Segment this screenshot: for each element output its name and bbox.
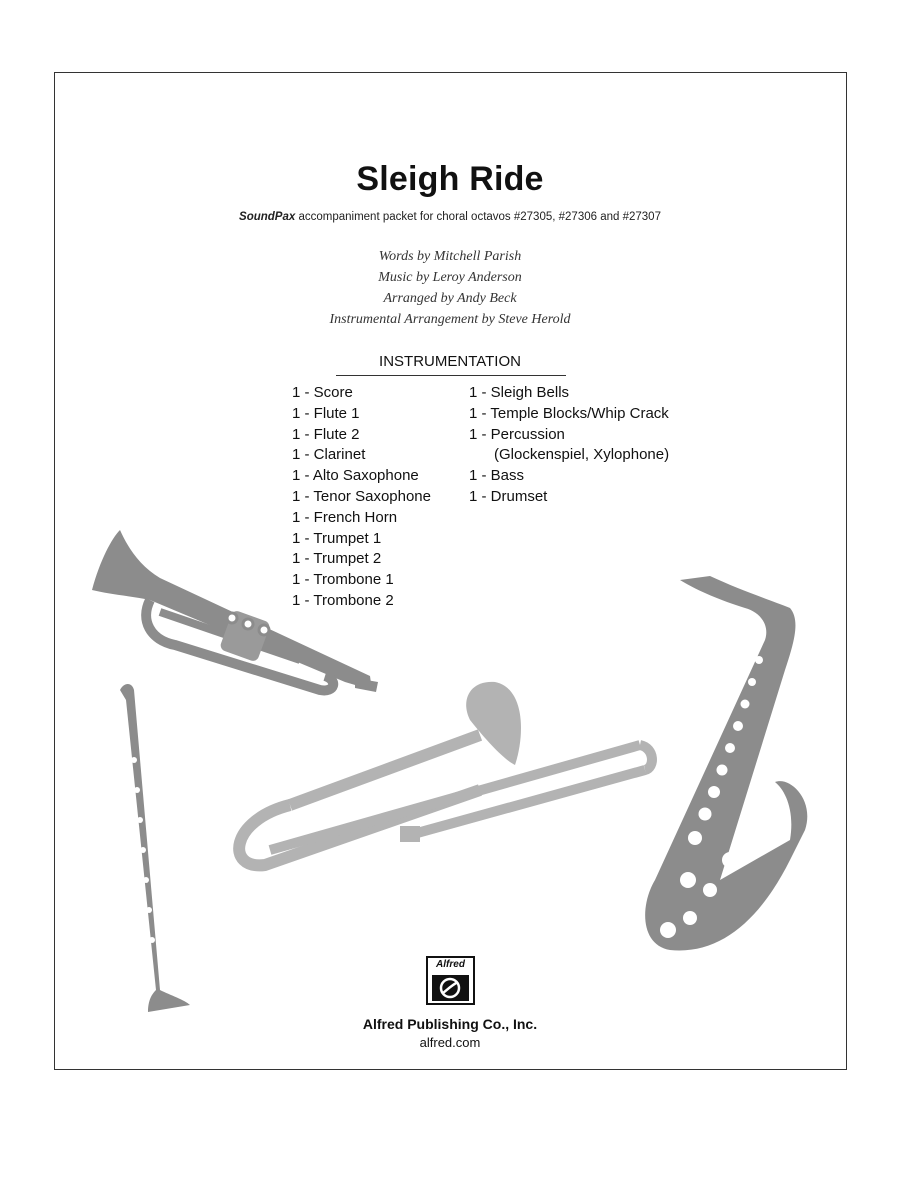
list-item: (Glockenspiel, Xylophone) [494,446,670,464]
logo-mark-icon [428,973,473,1003]
list-item: 1 - Drumset [469,487,548,505]
alfred-logo [426,956,475,1005]
page-title: Sleigh Ride [356,160,544,198]
list-item: 1 - Bass [469,467,525,485]
credit-music: Music by Leroy Anderson [378,270,522,285]
subtitle-text: accompaniment packet for choral octavos #27305, #27306 and #27307 [295,211,661,223]
list-item: 1 - Trumpet 2 [292,550,382,568]
publisher-website[interactable]: alfred.com [419,1035,481,1050]
credit-instrumental: Instrumental Arrangement by Steve Herold [329,312,571,327]
trumpet-icon [92,530,378,692]
logo-text: Alfred [436,959,465,970]
instrumentation-heading: INSTRUMENTATION [379,353,521,370]
saxophone-icon [645,576,807,950]
credit-words: Words by Mitchell Parish [378,249,522,264]
publisher-name: Alfred Publishing Co., Inc. [362,1016,538,1032]
list-item: 1 - Percussion [469,425,565,443]
list-item: 1 - Trumpet 1 [292,529,382,547]
list-item: 1 - Clarinet [292,446,366,464]
list-item: 1 - Sleigh Bells [469,384,570,401]
list-item: 1 - Temple Blocks/Whip Crack [469,404,669,422]
credit-arranger: Arranged by Andy Beck [383,291,517,306]
list-item: 1 - Trombone 1 [292,571,394,589]
list-item: 1 - Flute 2 [292,425,360,443]
list-item: 1 - French Horn [292,508,398,526]
list-item: 1 - Trombone 2 [292,591,394,609]
list-item: 1 - Alto Saxophone [292,467,419,485]
subtitle-brand: SoundPax [239,211,296,223]
list-item: 1 - Score [292,384,353,401]
list-item: 1 - Tenor Saxophone [292,487,431,505]
clarinet-icon [120,684,190,1012]
list-item: 1 - Flute 1 [292,404,360,422]
trombone-icon [239,682,652,865]
